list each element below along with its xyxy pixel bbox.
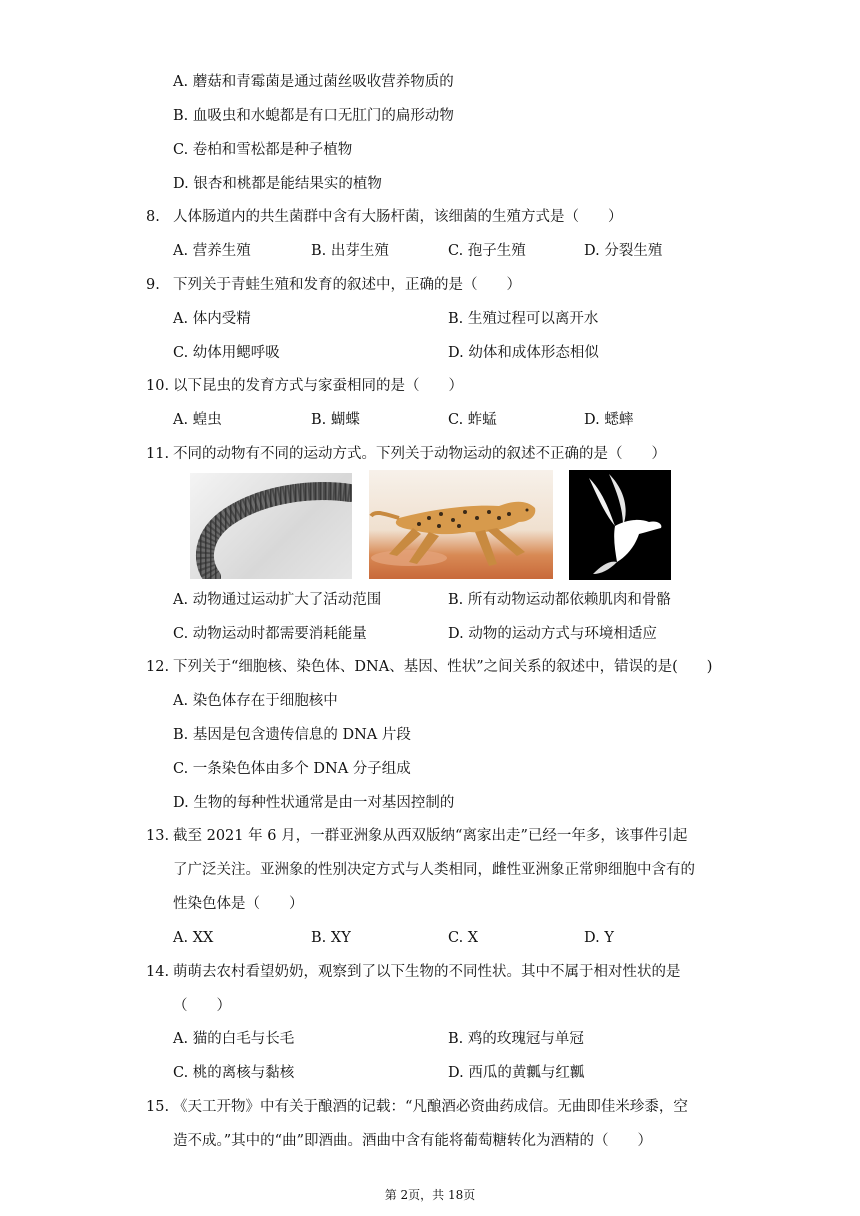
q7-option-d: D. 银杏和桃都是能结果实的植物 xyxy=(173,176,382,192)
q10-option-a: A. 蝗虫 xyxy=(173,412,222,428)
q7-option-b: B. 血吸虫和水螅都是有口无肛门的扁形动物 xyxy=(173,108,454,124)
q8-option-c: C. 孢子生殖 xyxy=(448,243,526,259)
q10-option-b: B. 蝴蝶 xyxy=(311,412,360,428)
q8-stem: 人体肠道内的共生菌群中含有大肠杆菌，该细菌的生殖方式是（ ） xyxy=(173,209,623,225)
q13-option-c: C. X xyxy=(448,930,479,946)
q14-option-d: D. 西瓜的黄瓤与红瓤 xyxy=(448,1065,585,1081)
q8-option-d: D. 分裂生殖 xyxy=(584,243,663,259)
cheetah-image xyxy=(369,470,553,579)
q15-stem-line-2: 造不成。”其中的“曲”即酒曲。酒曲中含有能将葡萄糖转化为酒精的（ ） xyxy=(173,1133,652,1149)
q13-option-a: A. XX xyxy=(173,930,214,946)
q15-number: 15. xyxy=(146,1099,170,1115)
q11-option-d: D. 动物的运动方式与环境相适应 xyxy=(448,626,657,642)
q11-stem: 不同的动物有不同的运动方式。下列关于动物运动的叙述不正确的是（ ） xyxy=(173,446,666,462)
q9-number: 9. xyxy=(146,277,160,293)
q13-stem-line-2: 了广泛关注。亚洲象的性别决定方式与人类相同，雌性亚洲象正常卵细胞中含有的 xyxy=(173,862,695,878)
q9-option-a: A. 体内受精 xyxy=(173,311,251,327)
q8-option-a: A. 营养生殖 xyxy=(173,243,251,259)
q13-stem-line-1: 截至 2021 年 6 月，一群亚洲象从西双版纳“离家出走”已经一年多，该事件引起 xyxy=(173,828,688,844)
page-footer: 第 2页，共 18页 xyxy=(384,1188,476,1202)
q8-number: 8. xyxy=(146,209,160,225)
q7-option-a: A. 蘑菇和青霉菌是通过菌丝吸收营养物质的 xyxy=(173,74,454,90)
q10-number: 10. xyxy=(146,378,170,394)
q12-stem: 下列关于“细胞核、染色体、DNA、基因、性状”之间关系的叙述中，错误的是( ) xyxy=(173,659,713,675)
q9-option-c: C. 幼体用鳃呼吸 xyxy=(173,345,280,361)
q11-option-a: A. 动物通过运动扩大了活动范围 xyxy=(173,592,382,608)
dove-image xyxy=(569,470,671,580)
q9-stem: 下列关于青蛙生殖和发育的叙述中，正确的是（ ） xyxy=(173,277,521,293)
q12-option-c: C. 一条染色体由多个 DNA 分子组成 xyxy=(173,761,411,777)
earthworm-image xyxy=(190,473,352,579)
q14-option-a: A. 猫的白毛与长毛 xyxy=(173,1031,295,1047)
q14-stem-line-2: （ ） xyxy=(173,998,231,1014)
q13-stem-line-3: 性染色体是（ ） xyxy=(173,896,304,912)
q12-option-b: B. 基因是包含遗传信息的 DNA 片段 xyxy=(173,727,411,743)
q10-stem: 以下昆虫的发育方式与家蚕相同的是（ ） xyxy=(173,378,463,394)
q11-number: 11. xyxy=(146,446,170,462)
q10-option-d: D. 蟋蟀 xyxy=(584,412,634,428)
q9-option-b: B. 生殖过程可以离开水 xyxy=(448,311,599,327)
q14-number: 14. xyxy=(146,964,170,980)
q11-option-c: C. 动物运动时都需要消耗能量 xyxy=(173,626,367,642)
q13-number: 13. xyxy=(146,828,170,844)
q10-option-c: C. 蚱蜢 xyxy=(448,412,497,428)
q11-option-b: B. 所有动物运动都依赖肌肉和骨骼 xyxy=(448,592,671,608)
q13-option-b: B. XY xyxy=(311,930,351,946)
q7-option-c: C. 卷柏和雪松都是种子植物 xyxy=(173,142,353,158)
q12-number: 12. xyxy=(146,659,170,675)
q15-stem-line-1: 《天工开物》中有关于酿酒的记载：“凡酿酒必资曲药成信。无曲即佳米珍黍，空 xyxy=(173,1099,688,1115)
q12-option-a: A. 染色体存在于细胞核中 xyxy=(173,693,338,709)
q13-option-d: D. Y xyxy=(584,930,614,946)
q8-option-b: B. 出芽生殖 xyxy=(311,243,389,259)
q14-option-c: C. 桃的离核与黏核 xyxy=(173,1065,295,1081)
q14-stem-line-1: 萌萌去农村看望奶奶，观察到了以下生物的不同性状。其中不属于相对性状的是 xyxy=(173,964,681,980)
q9-option-d: D. 幼体和成体形态相似 xyxy=(448,345,599,361)
q12-option-d: D. 生物的每种性状通常是由一对基因控制的 xyxy=(173,795,455,811)
q14-option-b: B. 鸡的玫瑰冠与单冠 xyxy=(448,1031,584,1047)
